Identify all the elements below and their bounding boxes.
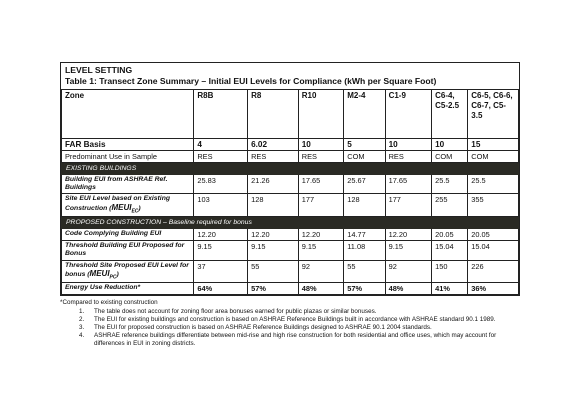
- table-cell: 36%: [468, 283, 519, 295]
- table-cell: 48%: [298, 283, 343, 295]
- table-cell: 10: [298, 139, 343, 151]
- table-cell: 25.83: [194, 175, 248, 194]
- row-label: Predominant Use in Sample: [62, 151, 194, 163]
- table-cell: 6.02: [248, 139, 299, 151]
- row-label-text: Threshold Site Proposed EUI Level for bonus (: [65, 261, 189, 278]
- note-item: 4. ASHRAE reference buildings differentiate between mid-rise and high rise construction for both residential and office uses, which may account for differences in EUI in zoning districts.: [86, 332, 520, 348]
- table-cell: 255: [432, 194, 468, 217]
- table-cell: 12.20: [298, 229, 343, 241]
- table-row: [62, 260, 519, 283]
- table-cell: RES: [194, 151, 248, 163]
- row-label-end: ): [138, 204, 141, 212]
- meui-symbol: MEUI: [89, 268, 110, 278]
- table-cell: COM: [432, 151, 468, 163]
- note-item: 2. The EUI for existing buildings and construction is based on ASHRAE Reference Buildings built in accordance with ASHRAE standard 90.1 1989.: [86, 316, 520, 324]
- table-cell: 177: [385, 194, 432, 217]
- table-cell: 10: [385, 139, 432, 151]
- table-cell: 17.65: [298, 175, 343, 194]
- table-cell: 92: [385, 260, 432, 283]
- table-cell: 9.15: [248, 241, 299, 260]
- column-header: M2-4: [344, 90, 385, 139]
- table-cell: 150: [432, 260, 468, 283]
- column-header: Zone: [62, 90, 194, 139]
- table-cell: 11.08: [344, 241, 385, 260]
- header-row: [62, 90, 519, 139]
- note-item: 3. The EUI for proposed construction is based on ASHRAE Reference Buildings designed to ASHRAE 90.1 2004 standards.: [86, 324, 520, 332]
- meui-symbol: MEUI: [111, 202, 132, 212]
- table-cell: 20.05: [432, 229, 468, 241]
- row-label-text: Site EUI Level based on Existing Construction (: [65, 195, 171, 212]
- column-header: C1-9: [385, 90, 432, 139]
- section-row: [62, 163, 519, 175]
- row-label-end: ): [116, 270, 119, 278]
- section-row: [62, 217, 519, 229]
- column-header: C6-4, C5-2.5: [432, 90, 468, 139]
- table-row: [62, 139, 519, 151]
- table-row: [62, 241, 519, 260]
- note-item: 1. The table does not account for zoning floor area bonuses earned for public plazas or similar bonuses.: [86, 308, 520, 316]
- table-cell: 55: [344, 260, 385, 283]
- table-cell: 12.20: [385, 229, 432, 241]
- table-cell: 128: [248, 194, 299, 217]
- table-cell: 103: [194, 194, 248, 217]
- table-cell: 17.65: [385, 175, 432, 194]
- table-cell: 21.26: [248, 175, 299, 194]
- table-cell: 355: [468, 194, 519, 217]
- table-cell: RES: [248, 151, 299, 163]
- footnotes: [60, 299, 520, 348]
- table-cell: 15: [468, 139, 519, 151]
- row-label: Code Complying Building EUI: [62, 229, 194, 241]
- table-cell: 64%: [194, 283, 248, 295]
- table-cell: 92: [298, 260, 343, 283]
- table-cell: 5: [344, 139, 385, 151]
- table-cell: 9.15: [194, 241, 248, 260]
- table-cell: 9.15: [385, 241, 432, 260]
- table-cell: 55: [248, 260, 299, 283]
- document-page: [60, 62, 520, 348]
- table-cell: 12.20: [194, 229, 248, 241]
- table-cell: 37: [194, 260, 248, 283]
- table-cell: 48%: [385, 283, 432, 295]
- table-row: [62, 194, 519, 217]
- table-cell: 15.04: [468, 241, 519, 260]
- table-cell: 177: [298, 194, 343, 217]
- table-frame: [60, 62, 520, 296]
- meui-subscript: EC: [131, 207, 139, 214]
- notes-list: [60, 308, 520, 348]
- table-cell: COM: [344, 151, 385, 163]
- table-cell: 20.05: [468, 229, 519, 241]
- eui-table: [61, 89, 519, 295]
- row-label: [62, 260, 194, 283]
- column-header: C6-5, C6-6, C6-7, C5-3.5: [468, 90, 519, 139]
- meui-subscript: PC: [109, 274, 117, 281]
- row-label: Energy Use Reduction*: [62, 283, 194, 295]
- column-header: R10: [298, 90, 343, 139]
- table-cell: 12.20: [248, 229, 299, 241]
- table-cell: 41%: [432, 283, 468, 295]
- table-row: [62, 175, 519, 194]
- table-cell: 25.5: [468, 175, 519, 194]
- table-cell: RES: [385, 151, 432, 163]
- table-row: [62, 283, 519, 295]
- table-cell: 4: [194, 139, 248, 151]
- column-header: R8B: [194, 90, 248, 139]
- section-heading: EXISTING BUILDINGS: [62, 163, 519, 175]
- table-cell: 57%: [344, 283, 385, 295]
- table-cell: 15.04: [432, 241, 468, 260]
- table-title: Table 1: Transect Zone Summary – Initial EUI Levels for Compliance (kWh per Square Foot): [65, 76, 437, 86]
- table-cell: COM: [468, 151, 519, 163]
- table-row: [62, 151, 519, 163]
- table-cell: 25.5: [432, 175, 468, 194]
- level-setting-heading: LEVEL SETTING: [65, 65, 133, 75]
- table-cell: RES: [298, 151, 343, 163]
- row-label: Threshold Building EUI Proposed for Bonus: [62, 241, 194, 260]
- column-header: R8: [248, 90, 299, 139]
- footnote-asterisk: *Compared to existing construction: [60, 299, 158, 307]
- table-cell: 25.67: [344, 175, 385, 194]
- table-row: [62, 229, 519, 241]
- table-cell: 226: [468, 260, 519, 283]
- row-label: [62, 194, 194, 217]
- table-cell: 57%: [248, 283, 299, 295]
- table-cell: 14.77: [344, 229, 385, 241]
- table-cell: 10: [432, 139, 468, 151]
- section-heading: PROPOSED CONSTRUCTION – Baseline required for bonus: [62, 217, 519, 229]
- row-label: FAR Basis: [62, 139, 194, 151]
- row-label: Building EUI from ASHRAE Ref. Buildings: [62, 175, 194, 194]
- table-cell: 9.15: [298, 241, 343, 260]
- table-cell: 128: [344, 194, 385, 217]
